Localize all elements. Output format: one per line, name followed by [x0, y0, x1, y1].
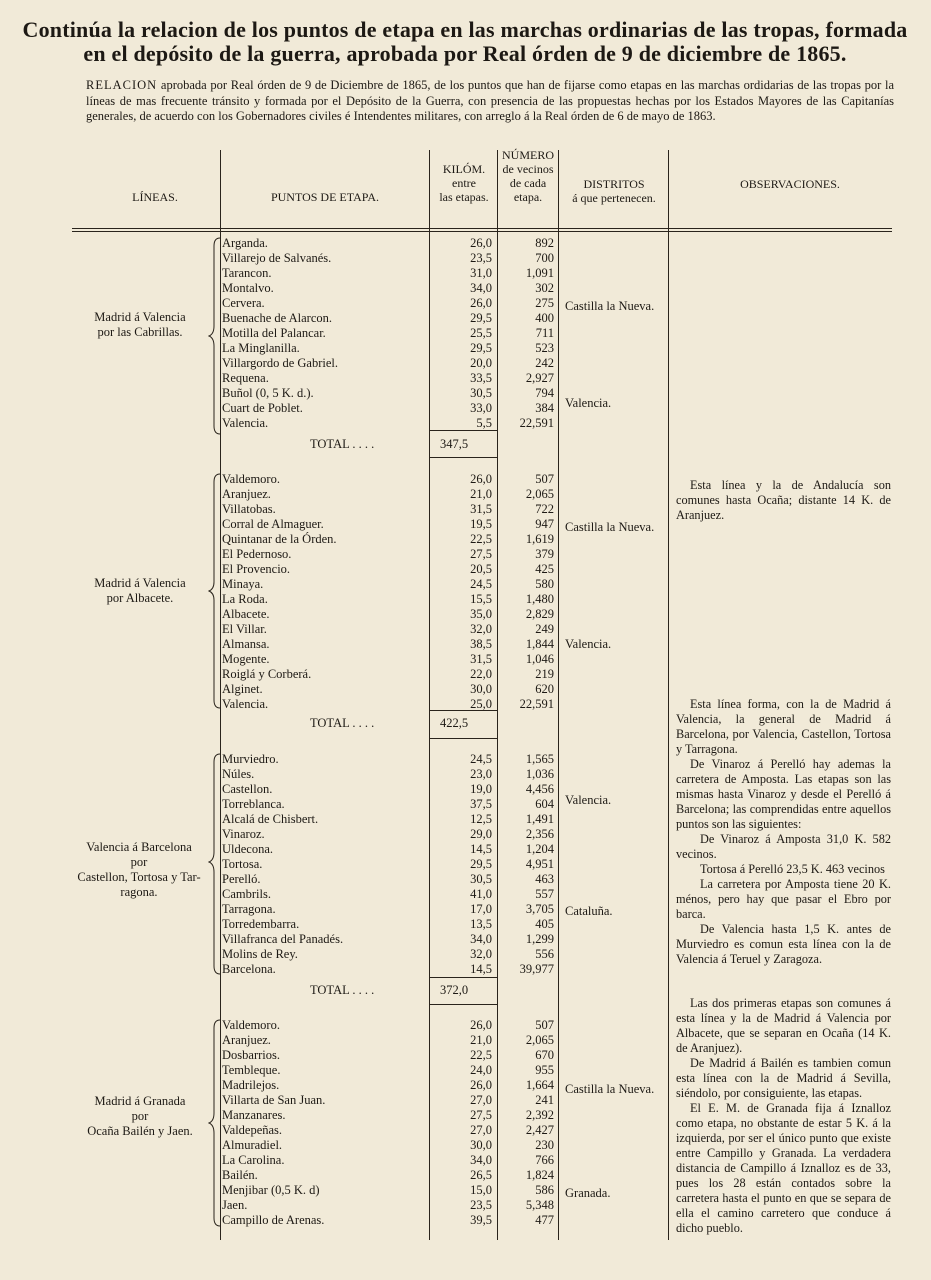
row-vecinos: 2,392	[525, 1108, 554, 1122]
row-point: El Pedernoso.	[222, 547, 292, 561]
observation-2-p2: De Vinaroz á Perelló hay ademas la carretera de Amposta. Las etapas son las mismas hasta Vinaroz y desde el Perelló á Barcelona; las comprendidas entre aquellos puntos son las siguientes:	[676, 757, 891, 831]
row-point: Aranjuez.	[222, 487, 271, 501]
row-vecinos: 4,456	[525, 782, 554, 796]
row-vecinos: 604	[535, 797, 554, 811]
row-vecinos: 1,046	[525, 652, 554, 666]
row-kilom: 5,5	[476, 416, 492, 430]
header-numero-l1: NÚMERO	[501, 148, 554, 162]
row-kilom: 19,0	[470, 782, 492, 796]
row-point: Corral de Almaguer.	[222, 517, 324, 531]
row-kilom: 27,0	[470, 1123, 492, 1137]
district-s3-b: Cataluña.	[565, 904, 613, 918]
row-point: Murviedro.	[222, 752, 279, 766]
row-vecinos: 955	[535, 1063, 554, 1077]
header-rule-2	[72, 231, 892, 232]
row-point: Requena.	[222, 371, 269, 385]
row-point: Mogente.	[222, 652, 270, 666]
row-point: Buñol (0, 5 K. d.).	[222, 386, 314, 400]
row-kilom: 22,0	[470, 667, 492, 681]
row-point: Almuradiel.	[222, 1138, 283, 1152]
row-point: Madrilejos.	[222, 1078, 280, 1092]
line-name-s4-l2: por	[131, 1109, 149, 1123]
header-numero-l3: de cada	[509, 176, 547, 190]
row-vecinos: 507	[535, 1018, 554, 1032]
row-vecinos: 22,591	[519, 416, 554, 430]
header-numero-l2: de vecinos	[502, 162, 554, 176]
row-kilom: 30,0	[470, 682, 492, 696]
row-point: Alcalá de Chisbert.	[222, 812, 319, 826]
row-point: Albacete.	[222, 607, 270, 621]
district-s3-a: Valencia.	[565, 793, 612, 807]
row-point: Cuart de Poblet.	[222, 401, 303, 415]
row-kilom: 12,5	[470, 812, 492, 826]
total-rule-s3b	[429, 1004, 497, 1005]
line-name-s3-l2: por	[130, 855, 148, 869]
row-vecinos: 794	[535, 386, 554, 400]
header-rule	[72, 228, 892, 229]
row-point: Roiglá y Corberá.	[222, 667, 312, 681]
row-kilom: 29,5	[470, 341, 492, 355]
row-point: Motilla del Palancar.	[222, 326, 326, 340]
row-kilom: 32,0	[470, 947, 492, 961]
header-numero-l4: etapa.	[513, 190, 543, 204]
header-distritos-l1: DISTRITOS	[583, 177, 645, 191]
row-vecinos: 892	[535, 236, 554, 250]
observation-2	[676, 697, 891, 967]
line-name-s3-l3: Castellon, Tortosa y Tar-	[77, 870, 201, 884]
total-value-s1: 347,5	[440, 437, 469, 451]
row-kilom: 24,0	[470, 1063, 492, 1077]
row-vecinos: 463	[535, 872, 554, 886]
intro-text: aprobada por Real órden de 9 de Diciembre de 1865, de los puntos que han de fijarse como etapas en las marchas ordidarias de las tropas por la líneas de mas frecuente tránsito y formada por el Depósito de la Guerra, con presencia de las propuestas hechas por los Estados Mayores de las Capitanías generales, de acuerdo con los Gobernadores civiles é Intendentes militares, con arreglo á la Real órden de 6 de mayo de 1863.	[86, 78, 894, 123]
row-vecinos: 1,664	[525, 1078, 554, 1092]
row-vecinos: 1,824	[525, 1168, 554, 1182]
row-point: Jaen.	[222, 1198, 248, 1212]
observation-2-p1: Esta línea forma, con la de Madrid á Valencia, la general de Madrid á Barcelona, por Valencia, Castellon, Tortosa y Tarragona.	[676, 697, 891, 756]
row-vecinos: 405	[535, 917, 554, 931]
row-kilom: 20,5	[470, 562, 492, 576]
total-label-s2: TOTAL . . . .	[310, 716, 375, 730]
row-kilom: 20,0	[470, 356, 492, 370]
row-vecinos: 711	[535, 326, 554, 340]
row-point: Barcelona.	[222, 962, 276, 976]
col-divider-numero	[558, 150, 559, 1240]
row-kilom: 14,5	[470, 842, 492, 856]
row-kilom: 26,0	[470, 236, 492, 250]
row-point: Torreblanca.	[222, 797, 285, 811]
row-point: El Provencio.	[222, 562, 291, 576]
row-vecinos: 242	[535, 356, 554, 370]
row-point: Villarejo de Salvanés.	[222, 251, 332, 265]
row-kilom: 34,0	[470, 932, 492, 946]
row-point: Tarragona.	[222, 902, 276, 916]
observation-2-p3: De Vinaroz á Amposta 31,0 K. 582 vecinos.	[676, 832, 891, 861]
row-vecinos: 241	[535, 1093, 554, 1107]
row-point: Valencia.	[222, 697, 269, 711]
line-name-s4-l1: Madrid á Granada	[94, 1094, 186, 1108]
row-point: Villatobas.	[222, 502, 276, 516]
row-point: Perelló.	[222, 872, 261, 886]
row-kilom: 25,0	[470, 697, 492, 711]
row-kilom: 15,5	[470, 592, 492, 606]
row-point: Minaya.	[222, 577, 264, 591]
row-vecinos: 4,951	[525, 857, 554, 871]
line-name-s3	[64, 840, 214, 900]
total-value-s2: 422,5	[440, 716, 469, 730]
line-name-s3-l4: ragona.	[120, 885, 158, 899]
row-point: La Roda.	[222, 592, 268, 606]
line-name-s3-l1: Valencia á Barcelona	[86, 840, 192, 854]
row-kilom: 24,5	[470, 577, 492, 591]
row-kilom: 21,0	[470, 1033, 492, 1047]
row-vecinos: 557	[535, 887, 554, 901]
row-point: Villargordo de Gabriel.	[222, 356, 338, 370]
observation-3-p1: Las dos primeras etapas son comunes á esta línea y la de Madrid á Valencia por Albacete, que se separan en Ocaña (14 K. de Aranjuez).	[676, 996, 891, 1055]
observation-1	[676, 478, 891, 523]
row-vecinos: 275	[535, 296, 554, 310]
row-point: Buenache de Alarcon.	[222, 311, 333, 325]
row-point: La Carolina.	[222, 1153, 285, 1167]
row-vecinos: 620	[535, 682, 554, 696]
row-vecinos: 230	[535, 1138, 554, 1152]
district-s4-a: Castilla la Nueva.	[565, 1082, 655, 1096]
total-label-s1: TOTAL . . . .	[310, 437, 375, 451]
row-vecinos: 2,065	[525, 487, 554, 501]
row-kilom: 24,5	[470, 752, 492, 766]
row-vecinos: 507	[535, 472, 554, 486]
row-vecinos: 2,427	[525, 1123, 554, 1137]
row-kilom: 41,0	[470, 887, 492, 901]
total-rule-s1	[429, 430, 497, 431]
observation-2-p4: Tortosa á Perelló 23,5 K. 463 vecinos	[700, 862, 885, 876]
row-kilom: 37,5	[470, 797, 492, 811]
header-puntos: PUNTOS DE ETAPA.	[270, 190, 380, 204]
row-point: Valdepeñas.	[222, 1123, 283, 1137]
header-kilom-l2: entre	[452, 176, 476, 190]
row-kilom: 29,5	[470, 857, 492, 871]
row-kilom: 25,5	[470, 326, 492, 340]
header-numero	[498, 148, 558, 204]
row-point: Torredembarra.	[222, 917, 300, 931]
observation-3-p2: De Madrid á Bailén es tambien comun esta línea con la de Madrid á Sevilla, siéndolo, por consiguiente, las etapas.	[676, 1056, 891, 1100]
row-point: Vinaroz.	[222, 827, 265, 841]
row-point: Valdemoro.	[222, 1018, 280, 1032]
row-point: Montalvo.	[222, 281, 274, 295]
header-distritos-l2: á que pertenecen.	[572, 191, 656, 205]
row-kilom: 27,0	[470, 1093, 492, 1107]
district-s1-b: Valencia.	[565, 396, 612, 410]
row-vecinos: 1,204	[525, 842, 554, 856]
row-kilom: 31,5	[470, 652, 492, 666]
row-kilom: 29,5	[470, 311, 492, 325]
line-name-s2-l1: Madrid á Valencia	[94, 576, 186, 590]
row-vecinos: 1,565	[525, 752, 554, 766]
row-vecinos: 379	[535, 547, 554, 561]
observation-1-text: Esta línea y la de Andalucía son comunes hasta Ocaña; distante 14 K. de Aranjuez.	[676, 478, 891, 522]
row-point: Villafranca del Panadés.	[222, 932, 344, 946]
row-kilom: 38,5	[470, 637, 492, 651]
intro-lead: RELACION	[86, 78, 158, 92]
row-kilom: 23,5	[470, 251, 492, 265]
row-kilom: 17,0	[470, 902, 492, 916]
row-kilom: 21,0	[470, 487, 492, 501]
row-kilom: 22,5	[470, 1048, 492, 1062]
header-distritos	[560, 177, 668, 205]
row-kilom: 30,5	[470, 872, 492, 886]
header-kilom-l3: las etapas.	[439, 190, 489, 204]
row-vecinos: 523	[535, 341, 554, 355]
observation-2-p6: De Valencia hasta 1,5 K. antes de Murviedro es comun esta línea con la de Valencia á Teruel y Zaragoza.	[676, 922, 891, 966]
intro-paragraph	[86, 78, 894, 125]
row-vecinos: 2,065	[525, 1033, 554, 1047]
row-point: El Villar.	[222, 622, 267, 636]
row-vecinos: 400	[535, 311, 554, 325]
row-kilom: 34,0	[470, 281, 492, 295]
page-title: Continúa la relacion de los puntos de etapa en las marchas ordinarias de las tropas, formada en el depósito de la guerra, aprobada por Real órden de 9 de diciembre de 1865.	[22, 17, 908, 66]
row-kilom: 32,0	[470, 622, 492, 636]
row-vecinos: 384	[535, 401, 554, 415]
row-kilom: 30,0	[470, 1138, 492, 1152]
row-point: Uldecona.	[222, 842, 274, 856]
row-kilom: 13,5	[470, 917, 492, 931]
row-vecinos: 1,844	[525, 637, 554, 651]
district-s4-b: Granada.	[565, 1186, 611, 1200]
row-point: Dosbarrios.	[222, 1048, 280, 1062]
row-kilom: 33,5	[470, 371, 492, 385]
row-vecinos: 1,299	[525, 932, 554, 946]
row-point: Campillo de Arenas.	[222, 1213, 325, 1227]
row-kilom: 23,5	[470, 1198, 492, 1212]
observation-3	[676, 996, 891, 1236]
row-kilom: 26,0	[470, 472, 492, 486]
row-point: Cervera.	[222, 296, 265, 310]
total-rule-s2b	[429, 738, 497, 739]
row-kilom: 15,0	[470, 1183, 492, 1197]
line-name-s4	[70, 1094, 210, 1139]
row-vecinos: 722	[535, 502, 554, 516]
brace-s4	[208, 1018, 222, 1228]
total-label-s3: TOTAL . . . .	[310, 983, 375, 997]
row-vecinos: 2,356	[525, 827, 554, 841]
row-kilom: 26,0	[470, 1078, 492, 1092]
row-kilom: 27,5	[470, 1108, 492, 1122]
brace-s2	[208, 472, 222, 710]
row-point: La Minglanilla.	[222, 341, 300, 355]
row-vecinos: 1,036	[525, 767, 554, 781]
row-point: Arganda.	[222, 236, 268, 250]
district-s2-a: Castilla la Nueva.	[565, 520, 655, 534]
row-point: Almansa.	[222, 637, 270, 651]
row-kilom: 23,0	[470, 767, 492, 781]
row-vecinos: 477	[535, 1213, 554, 1227]
row-kilom: 34,0	[470, 1153, 492, 1167]
row-vecinos: 2,829	[525, 607, 554, 621]
row-vecinos: 39,977	[519, 962, 554, 976]
row-kilom: 27,5	[470, 547, 492, 561]
brace-s1	[208, 236, 222, 436]
row-vecinos: 5,348	[525, 1198, 554, 1212]
row-vecinos: 670	[535, 1048, 554, 1062]
total-value-s3: 372,0	[440, 983, 469, 997]
row-point: Valdemoro.	[222, 472, 280, 486]
row-vecinos: 3,705	[525, 902, 554, 916]
row-vecinos: 1,480	[525, 592, 554, 606]
row-kilom: 31,5	[470, 502, 492, 516]
district-s1-a: Castilla la Nueva.	[565, 299, 655, 313]
row-vecinos: 1,619	[525, 532, 554, 546]
line-name-s4-l3: Ocaña Bailén y Jaen.	[87, 1124, 193, 1138]
observation-3-p3: El E. M. de Granada fija á Iznalloz como etapa, no obstante de estar 5 K. á la izquierda, por ser el único punto que existe entre Campillo y Granada. La verdadera distancia de Campillo á Iznalloz es de 33, pues los 28 están contados sobre la carretera hasta el punto en que se separa de ella el camino carretero que conduce á dicho pueblo.	[676, 1101, 891, 1235]
row-point: Valencia.	[222, 416, 269, 430]
row-vecinos: 2,927	[525, 371, 554, 385]
total-rule-s3	[429, 977, 497, 978]
row-vecinos: 700	[535, 251, 554, 265]
header-kilom	[430, 162, 498, 204]
line-name-s2	[70, 576, 210, 606]
row-vecinos: 1,491	[525, 812, 554, 826]
row-kilom: 35,0	[470, 607, 492, 621]
row-kilom: 22,5	[470, 532, 492, 546]
row-kilom: 31,0	[470, 266, 492, 280]
row-vecinos: 1,091	[525, 266, 554, 280]
row-vecinos: 249	[535, 622, 554, 636]
row-vecinos: 580	[535, 577, 554, 591]
row-point: Molins de Rey.	[222, 947, 298, 961]
row-point: Quintanar de la Órden.	[222, 532, 337, 546]
district-s2-b: Valencia.	[565, 637, 612, 651]
row-vecinos: 22,591	[519, 697, 554, 711]
total-rule-s2	[429, 710, 497, 711]
header-lineas: LÍNEAS.	[132, 190, 178, 204]
total-rule-s1b	[429, 457, 497, 458]
row-point: Cambrils.	[222, 887, 271, 901]
row-point: Núles.	[222, 767, 255, 781]
row-point: Castellon.	[222, 782, 273, 796]
line-name-s1	[70, 310, 210, 340]
row-kilom: 14,5	[470, 962, 492, 976]
row-point: Tortosa.	[222, 857, 263, 871]
row-point: Alginet.	[222, 682, 263, 696]
row-point: Tarancon.	[222, 266, 272, 280]
line-name-s2-l2: por Albacete.	[106, 591, 174, 605]
row-vecinos: 586	[535, 1183, 554, 1197]
row-vecinos: 302	[535, 281, 554, 295]
row-vecinos: 556	[535, 947, 554, 961]
row-kilom: 26,0	[470, 1018, 492, 1032]
row-kilom: 26,5	[470, 1168, 492, 1182]
row-point: Menjibar (0,5 K. d)	[222, 1183, 320, 1197]
row-point: Villarta de San Juan.	[222, 1093, 326, 1107]
row-vecinos: 766	[535, 1153, 554, 1167]
brace-s3	[208, 752, 222, 976]
header-observaciones: OBSERVACIONES.	[740, 177, 840, 191]
row-point: Tembleque.	[222, 1063, 281, 1077]
line-name-s1-l2: por las Cabrillas.	[97, 325, 183, 339]
row-vecinos: 947	[535, 517, 554, 531]
observation-2-p5: La carretera por Amposta tiene 20 K. ménos, pero hay que pasar el Ebro por barca.	[676, 877, 891, 921]
row-point: Aranjuez.	[222, 1033, 271, 1047]
row-kilom: 26,0	[470, 296, 492, 310]
row-vecinos: 425	[535, 562, 554, 576]
row-kilom: 19,5	[470, 517, 492, 531]
row-kilom: 39,5	[470, 1213, 492, 1227]
line-name-s1-l1: Madrid á Valencia	[94, 310, 186, 324]
row-kilom: 29,0	[470, 827, 492, 841]
row-point: Bailén.	[222, 1168, 258, 1182]
row-point: Manzanares.	[222, 1108, 286, 1122]
row-kilom: 33,0	[470, 401, 492, 415]
row-vecinos: 219	[535, 667, 554, 681]
row-kilom: 30,5	[470, 386, 492, 400]
header-kilom-l1: KILÓM.	[442, 162, 486, 176]
